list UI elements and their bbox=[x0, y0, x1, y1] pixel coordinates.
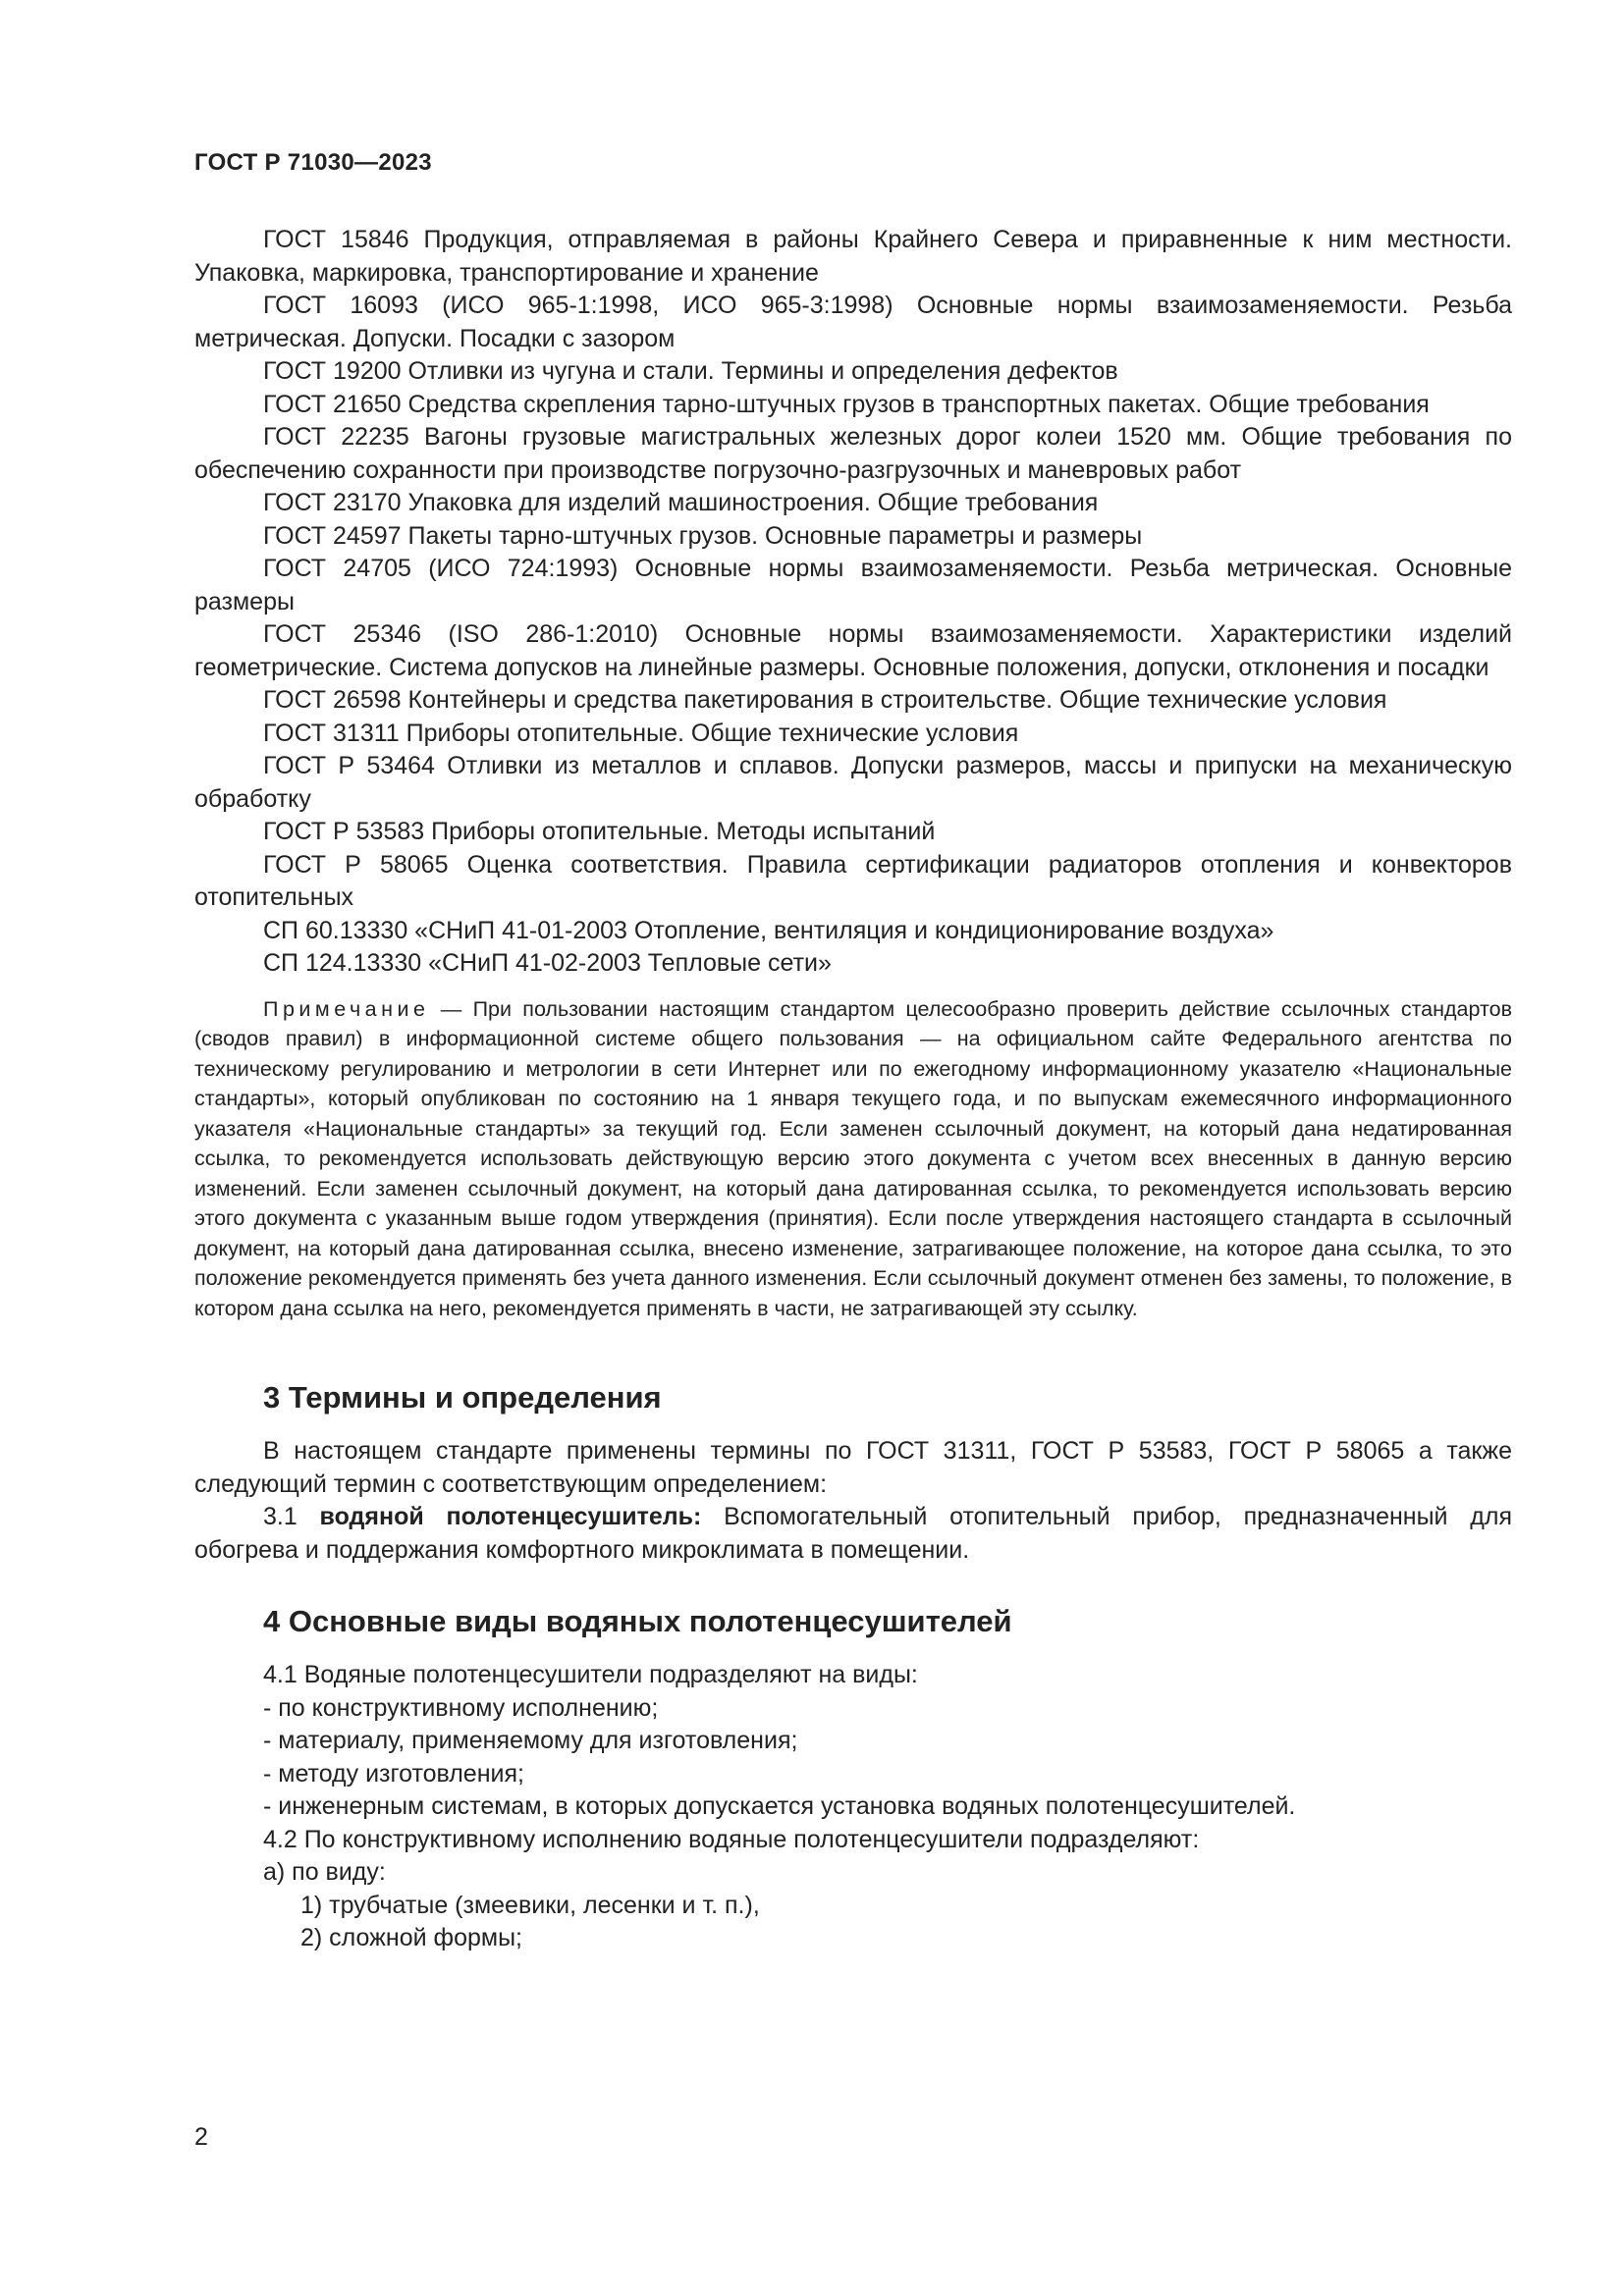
note-text: — При пользовании настоящим стандартом целесообразно проверить действие ссылочных стандартов (сводов правил) в информационной системе общего пользования — на официальном сайте Федерального агентства по техническому регулированию и метрологии в сети Интернет или по ежегодному информационному указателю «Национальные стандарты», который опубликован по состоянию на 1 января текущего года, и по выпускам ежемесячного информационного указателя «Национальные стандарты» за текущий год. Если заменен ссылочный документ, на который дана недатированная ссылка, то рекомендуется использовать действующую версию этого документа с учетом всех внесенных в данную версию изменений. Если заменен ссылочный документ, на который дана датированная ссылка, то рекомендуется использовать версию этого документа с указанным выше годом утверждения (принятия). Если после утверждения настоящего стандарта в ссылочный документ, на который дана датированная ссылка, внесено изменение, затрагивающее положение, на которое дана ссылка, то это положение рекомендуется применять без учета данного изменения. Если ссылочный документ отменен без замены, то положение, в котором дана ссылка на него, рекомендуется применять в части, не затрагивающей эту ссылку. bbox=[194, 996, 1512, 1320]
section-4-content bbox=[194, 1659, 1512, 1955]
reference-item: ГОСТ 22235 Вагоны грузовые магистральных железных дорог колеи 1520 мм. Общие требования по обеспечению сохранности при производстве погрузочно-разгрузочных и маневровых работ bbox=[194, 423, 1512, 484]
list-item: - материалу, применяемому для изготовления; bbox=[263, 1727, 798, 1754]
term-definition bbox=[194, 1501, 1512, 1567]
reference-item: ГОСТ 25346 (ISO 286-1:2010) Основные нормы взаимозаменяемости. Характеристики изделий геометрические. Система допусков на линейные размеры. Основные положения, допуски, отклонения и посадки bbox=[194, 620, 1512, 681]
note-label: Примечание bbox=[263, 996, 430, 1021]
list-item: 1) трубчатые (змеевики, лесенки и т. п.), bbox=[300, 1891, 760, 1919]
normative-references-list bbox=[194, 224, 1512, 981]
reference-item: ГОСТ 19200 Отливки из чугуна и стали. Термины и определения дефектов bbox=[263, 357, 1118, 385]
term-number: 3.1 bbox=[263, 1503, 298, 1530]
list-item: - по конструктивному исполнению; bbox=[263, 1693, 659, 1722]
reference-item: ГОСТ 31311 Приборы отопительные. Общие технические условия bbox=[263, 719, 1019, 747]
clause-4-1: 4.1 Водяные полотенцесушители подразделяют на виды: bbox=[263, 1661, 918, 1688]
reference-item: ГОСТ Р 58065 Оценка соответствия. Правила сертификации радиаторов отопления и конвекторов отопительных bbox=[194, 850, 1512, 911]
reference-item: ГОСТ 26598 Контейнеры и средства пакетирования в строительстве. Общие технические условия bbox=[263, 686, 1387, 714]
reference-item: СП 60.13330 «СНиП 41-01-2003 Отопление, вентиляция и кондиционирование воздуха» bbox=[263, 916, 1274, 944]
list-item: - инженерным системам, в которых допускается установка водяных полотенцесушителей. bbox=[263, 1792, 1296, 1820]
clause-4-2-a: а) по виду: bbox=[263, 1858, 386, 1886]
list-item: 2) сложной формы; bbox=[300, 1924, 522, 1951]
term-name: водяной полотенцесушитель: bbox=[319, 1503, 702, 1530]
reference-item: ГОСТ Р 53464 Отливки из металлов и сплавов. Допуски размеров, массы и припуски на механическую обработку bbox=[194, 752, 1512, 813]
section-3-intro: В настоящем стандарте применены термины по ГОСТ 31311, ГОСТ Р 53583, ГОСТ Р 58065 а также следующий термин с соответствующим определением: bbox=[194, 1437, 1512, 1498]
section-4-title: 4 Основные виды водяных полотенцесушителей bbox=[263, 1604, 1012, 1638]
page-content bbox=[194, 224, 1512, 1955]
reference-item: ГОСТ 16093 (ИСО 965-1:1998, ИСО 965-3:1998) Основные нормы взаимозаменяемости. Резьба метрическая. Допуски. Посадки с зазором bbox=[194, 292, 1512, 352]
page-number: 2 bbox=[194, 2123, 208, 2151]
reference-item: ГОСТ 15846 Продукция, отправляемая в районы Крайнего Севера и приравненные к ним местности. Упаковка, маркировка, транспортирование и хранение bbox=[194, 226, 1512, 287]
document-header: ГОСТ Р 71030—2023 bbox=[194, 149, 432, 176]
term-definition-text: Вспомогательный отопительный прибор, предназначенный для обогрева и поддержания комфортного микроклимата в помещении. bbox=[194, 1503, 1512, 1564]
reference-item: ГОСТ Р 53583 Приборы отопительные. Методы испытаний bbox=[263, 818, 936, 845]
reference-item: ГОСТ 21650 Средства скрепления тарно-штучных грузов в транспортных пакетах. Общие требования bbox=[263, 390, 1430, 418]
note-paragraph bbox=[194, 994, 1512, 1324]
reference-item: ГОСТ 24705 (ИСО 724:1993) Основные нормы взаимозаменяемости. Резьба метрическая. Основные размеры bbox=[194, 555, 1512, 615]
section-3-title: 3 Термины и определения bbox=[263, 1380, 662, 1415]
list-item: - методу изготовления; bbox=[263, 1759, 524, 1788]
reference-item: СП 124.13330 «СНиП 41-02-2003 Тепловые сети» bbox=[263, 949, 832, 977]
reference-item: ГОСТ 24597 Пакеты тарно-штучных грузов. Основные параметры и размеры bbox=[263, 521, 1143, 550]
reference-item: ГОСТ 23170 Упаковка для изделий машиностроения. Общие требования bbox=[263, 489, 1099, 516]
clause-4-2: 4.2 По конструктивному исполнению водяные полотенцесушители подразделяют: bbox=[263, 1825, 1200, 1853]
